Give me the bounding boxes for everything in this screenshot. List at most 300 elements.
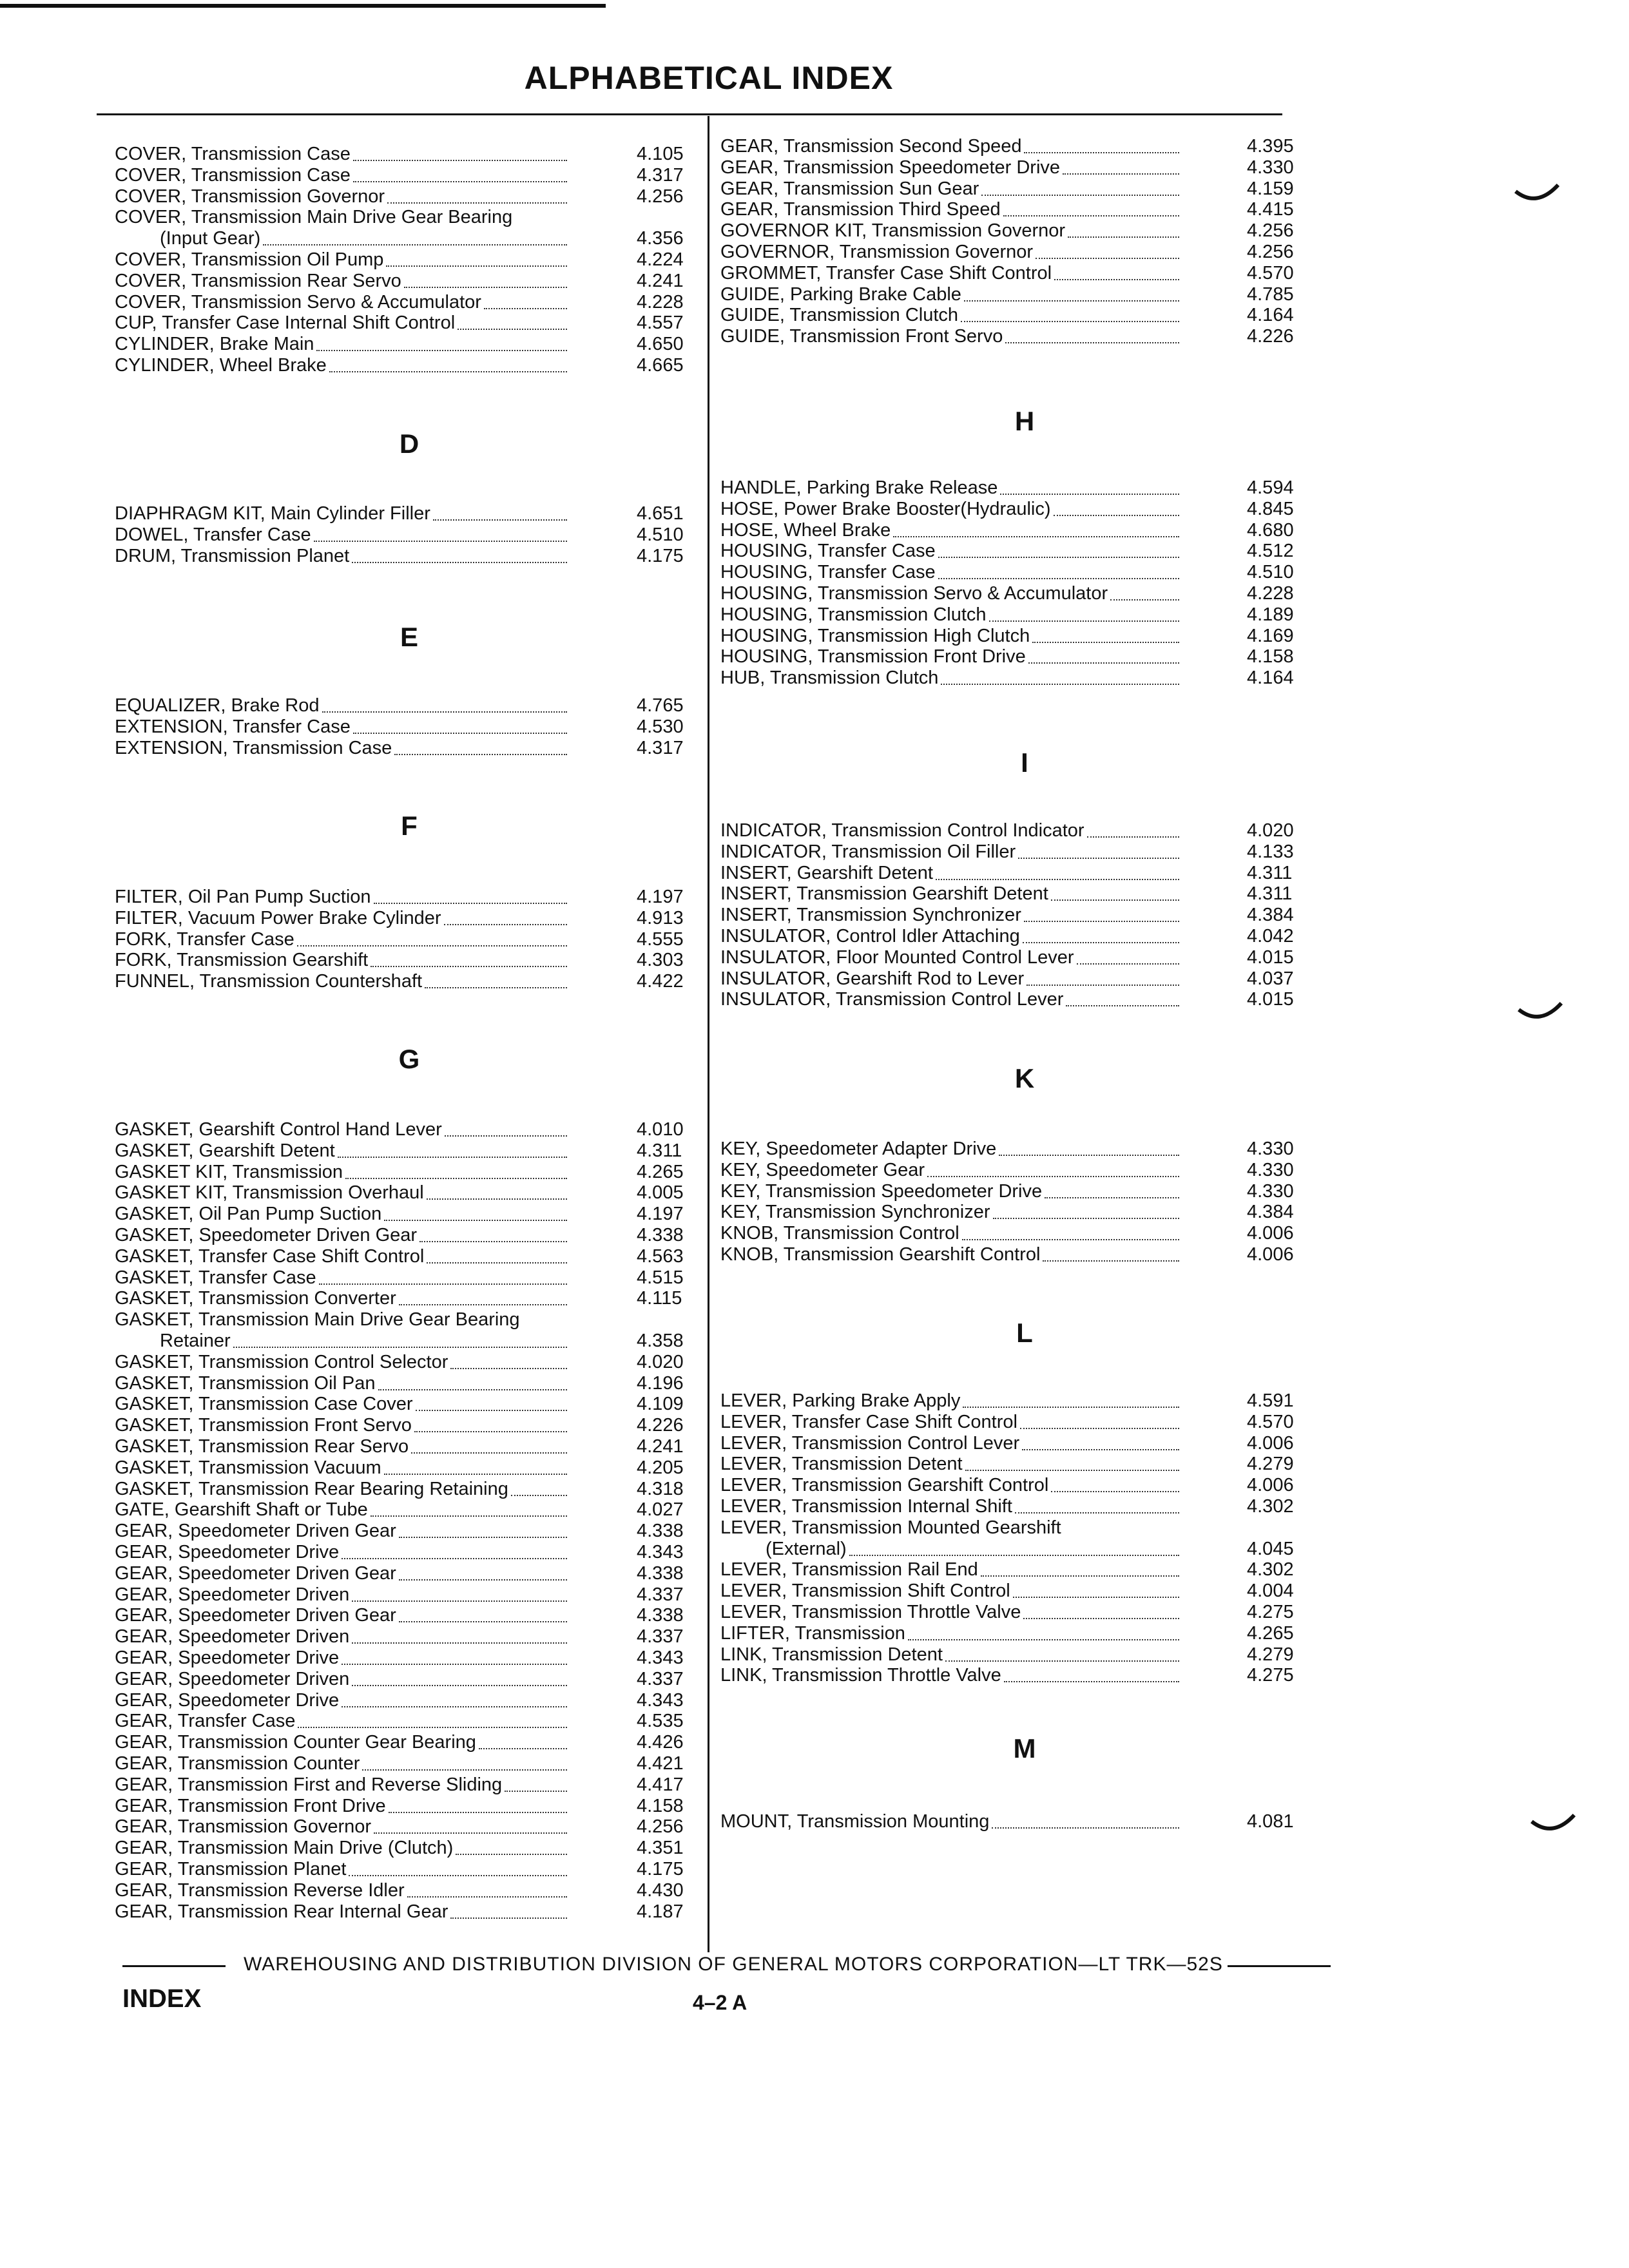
entry-label: LEVER, Transmission Control Lever (720, 1432, 1020, 1454)
entry-label: HANDLE, Parking Brake Release (720, 477, 998, 498)
leader-dots (1015, 1495, 1179, 1514)
leader-dots (1023, 925, 1179, 943)
leader-dots (1013, 1580, 1179, 1598)
entry-page-number: 4.343 (637, 1542, 684, 1562)
binder-tab-mark (1514, 184, 1559, 209)
entry-page-number: 4.187 (637, 1901, 684, 1922)
entry-page-number: 4.594 (1247, 477, 1294, 498)
index-entry (720, 262, 1318, 284)
entry-page-number: 4.042 (1247, 926, 1294, 947)
index-entry (115, 886, 708, 908)
index-entry (115, 716, 708, 738)
index-entry (115, 1858, 708, 1880)
entry-page-number: 4.417 (637, 1774, 684, 1795)
leader-dots (342, 1689, 567, 1707)
entry-page-number: 4.510 (1247, 562, 1294, 583)
entry-page-number: 4.241 (637, 270, 684, 291)
entry-label: (External) (766, 1538, 847, 1559)
index-entry (720, 1474, 1318, 1496)
entry-page-number: 4.006 (1247, 1432, 1294, 1454)
entry-page-number: 4.395 (1247, 136, 1294, 157)
leader-dots (371, 1499, 567, 1517)
leader-dots (349, 1858, 567, 1876)
entry-label: GEAR, Transmission Second Speed (720, 136, 1022, 157)
entry-label: GEAR, Transmission Rear Internal Gear (115, 1901, 448, 1922)
leader-dots (999, 1138, 1179, 1156)
index-entry (115, 1224, 708, 1246)
entry-page-number: 4.311 (637, 1140, 682, 1161)
entry-page-number: 4.020 (1247, 820, 1294, 841)
index-entry (720, 1159, 1318, 1181)
entry-label: HOUSING, Transmission Clutch (720, 604, 987, 625)
entry-label: LEVER, Transmission Shift Control (720, 1581, 1010, 1602)
leader-dots (352, 1584, 567, 1602)
section-letter: E (400, 622, 418, 652)
leader-dots (414, 1414, 567, 1432)
entry-label: DOWEL, Transfer Case (115, 524, 311, 545)
index-entry (115, 1584, 708, 1606)
entry-label: GEAR, Speedometer Drive (115, 1542, 340, 1562)
entry-page-number: 4.020 (637, 1351, 684, 1372)
index-entry (720, 198, 1318, 220)
entry-label: HUB, Transmission Clutch (720, 668, 939, 689)
leader-dots (938, 540, 1179, 558)
entry-label: LEVER, Transmission Rail End (720, 1559, 978, 1581)
entry-label: GASKET, Transmission Oil Pan (115, 1372, 376, 1394)
entry-page-number: 4.318 (637, 1478, 684, 1499)
index-entry (720, 988, 1318, 1010)
leader-dots (352, 1668, 567, 1686)
entry-label: GOVERNOR, Transmission Governor (720, 242, 1034, 262)
leader-dots (962, 1222, 1179, 1240)
index-entry (115, 354, 708, 376)
entry-label: LEVER, Transfer Case Shift Control (720, 1411, 1017, 1432)
entry-label: GASKET, Transmission Front Servo (115, 1415, 412, 1436)
entry-page-number: 4.006 (1247, 1244, 1294, 1265)
leader-dots (416, 1393, 567, 1411)
index-entry (720, 157, 1318, 178)
index-entry (720, 582, 1318, 604)
entry-label: GASKET, Transmission Main Drive Gear Bearing (115, 1309, 520, 1331)
entry-label: COVER, Transmission Rear Servo (115, 270, 401, 291)
leader-dots (399, 1562, 567, 1581)
leader-dots (345, 1161, 567, 1179)
index-entry (115, 1901, 708, 1923)
entry-page-number: 4.015 (1247, 989, 1294, 1010)
leader-dots (342, 1647, 567, 1665)
entry-label: INDICATOR, Transmission Oil Filler (720, 841, 1016, 862)
entry-page-number: 4.027 (637, 1499, 684, 1521)
entry-label: INSULATOR, Floor Mounted Control Lever (720, 947, 1074, 968)
leader-dots (511, 1478, 567, 1496)
entry-label: HOUSING, Transfer Case (720, 541, 936, 562)
entry-label: EXTENSION, Transfer Case (115, 716, 351, 737)
entry-page-number: 4.651 (637, 503, 684, 524)
leader-dots (1018, 841, 1179, 859)
entry-label: LEVER, Parking Brake Apply (720, 1390, 961, 1411)
entry-label: LEVER, Transmission Internal Shift (720, 1496, 1012, 1517)
index-entry (115, 545, 708, 567)
index-entry (115, 1795, 708, 1817)
section-letter: H (1014, 406, 1035, 436)
index-entry (720, 477, 1318, 499)
leader-dots (263, 227, 567, 245)
index-entry (115, 312, 708, 334)
leader-dots (893, 519, 1179, 537)
entry-page-number: 4.426 (637, 1732, 684, 1753)
leader-dots (298, 1710, 567, 1728)
entry-page-number: 4.226 (1247, 326, 1294, 347)
leader-dots (963, 1390, 1179, 1408)
index-entry (115, 1647, 708, 1669)
index-entry (115, 1879, 708, 1901)
entry-page-number: 4.224 (637, 249, 684, 270)
index-entry (720, 625, 1318, 647)
page-number: 4–2 A (693, 1991, 747, 2014)
entry-label: (Input Gear) (160, 228, 261, 249)
index-entry (115, 949, 708, 971)
index-entry (115, 143, 708, 165)
entry-page-number: 4.311 (1247, 883, 1293, 905)
index-entry (115, 1182, 708, 1204)
index-entry (115, 737, 708, 759)
entry-label: LEVER, Transmission Detent (720, 1454, 963, 1475)
entry-page-number: 4.338 (637, 1562, 684, 1584)
index-entry (115, 1245, 708, 1267)
entry-page-number: 4.256 (1247, 242, 1294, 262)
entry-page-number: 4.265 (1247, 1622, 1294, 1644)
entry-label: HOSE, Wheel Brake (720, 519, 891, 541)
entry-page-number: 4.015 (1247, 947, 1294, 968)
index-entry (720, 498, 1318, 520)
leader-dots (927, 1159, 1179, 1177)
entry-page-number: 4.680 (1247, 519, 1294, 541)
leader-dots (445, 1119, 567, 1137)
entry-page-number: 4.006 (1247, 1223, 1294, 1244)
entry-page-number: 4.164 (1247, 305, 1294, 326)
entry-page-number: 4.338 (637, 1521, 684, 1542)
leader-dots (849, 1538, 1179, 1556)
index-entry (720, 1180, 1318, 1202)
index-entry (720, 1390, 1318, 1412)
index-entry (115, 333, 708, 355)
entry-label: GATE, Gearshift Shaft or Tube (115, 1499, 368, 1521)
entry-label: GASKET, Gearshift Detent (115, 1140, 335, 1161)
entry-page-number: 4.555 (637, 928, 684, 950)
index-entry (115, 1393, 708, 1415)
entry-page-number: 4.330 (1247, 157, 1294, 178)
entry-page-number: 4.109 (637, 1394, 684, 1415)
entry-page-number: 4.650 (637, 334, 684, 355)
footer-rule-left (122, 1965, 226, 1967)
entry-label: GASKET, Transfer Case Shift Control (115, 1245, 425, 1267)
index-entry (720, 540, 1318, 562)
index-entry (720, 284, 1318, 305)
entry-page-number: 4.004 (1247, 1581, 1294, 1602)
index-entry (115, 1351, 708, 1373)
index-entry (115, 1753, 708, 1774)
leader-dots (297, 928, 567, 947)
index-entry (115, 1140, 708, 1162)
entry-page-number: 4.133 (1247, 841, 1294, 862)
entry-page-number: 4.591 (1247, 1390, 1294, 1411)
entry-page-number: 4.384 (1247, 905, 1294, 926)
column-divider (708, 116, 709, 1952)
entry-page-number: 4.006 (1247, 1475, 1294, 1496)
index-entry (720, 820, 1318, 841)
entry-page-number: 4.337 (637, 1626, 684, 1648)
entry-label: DRUM, Transmission Planet (115, 545, 350, 566)
entry-page-number: 4.275 (1247, 1602, 1294, 1622)
entry-label: HOSE, Power Brake Booster(Hydraulic) (720, 498, 1051, 519)
leader-dots (352, 1626, 567, 1644)
entry-page-number: 4.005 (637, 1182, 684, 1204)
index-entry (115, 695, 708, 716)
entry-page-number: 4.175 (637, 1859, 684, 1879)
section-letter: G (398, 1044, 420, 1074)
index-entry (720, 241, 1318, 263)
entry-label: LEVER, Transmission Mounted Gearshift (720, 1517, 1061, 1538)
entry-label: GEAR, Speedometer Driven Gear (115, 1521, 396, 1542)
entry-label: GEAR, Speedometer Driven Gear (115, 1605, 396, 1626)
entry-page-number: 4.241 (637, 1436, 684, 1457)
entry-label: COVER, Transmission Case (115, 144, 351, 164)
index-entry (720, 1622, 1318, 1644)
leader-dots (338, 1140, 567, 1158)
entry-label: GEAR, Transmission Main Drive (Clutch) (115, 1838, 454, 1859)
leader-dots (1051, 883, 1179, 901)
entry-label: FILTER, Oil Pan Pump Suction (115, 887, 371, 907)
leader-dots (1024, 904, 1179, 922)
entry-page-number: 4.197 (637, 1204, 684, 1225)
leader-dots (1036, 241, 1179, 259)
entry-page-number: 4.337 (637, 1668, 684, 1689)
leader-dots (374, 1816, 567, 1834)
section-letter: M (1013, 1733, 1036, 1763)
entry-page-number: 4.570 (1247, 262, 1294, 284)
entry-label: GUIDE, Transmission Front Servo (720, 326, 1003, 347)
leader-dots (384, 1203, 567, 1221)
leader-dots (1087, 820, 1179, 838)
leader-dots (352, 545, 567, 563)
entry-page-number: 4.557 (637, 312, 684, 334)
index-entry (720, 1601, 1318, 1623)
entry-page-number: 4.512 (1247, 541, 1294, 562)
leader-dots (1028, 646, 1179, 664)
leader-dots (427, 1245, 567, 1264)
entry-label: COVER, Transmission Oil Pump (115, 249, 384, 270)
entry-page-number: 4.256 (1247, 220, 1294, 242)
leader-dots (384, 1457, 567, 1475)
entry-label: INDICATOR, Transmission Control Indicator (720, 820, 1084, 841)
entry-label: CYLINDER, Brake Main (115, 334, 314, 355)
entry-label: GEAR, Transmission Planet (115, 1859, 347, 1879)
entry-page-number: 4.115 (637, 1288, 682, 1309)
entry-label: INSERT, Transmission Gearshift Detent (720, 883, 1048, 905)
binder-tab-mark (1518, 1002, 1563, 1028)
index-entry (720, 925, 1318, 947)
leader-dots (981, 1559, 1179, 1577)
entry-label: COVER, Transmission Governor (115, 186, 385, 207)
binder-tab-mark (1530, 1814, 1576, 1840)
entry-label: GEAR, Transmission Third Speed (720, 199, 1001, 220)
leader-dots (399, 1604, 567, 1622)
index-entry (115, 1520, 708, 1542)
index-entry (720, 604, 1318, 626)
leader-dots (1063, 157, 1179, 175)
entry-label: GEAR, Transmission Front Drive (115, 1795, 386, 1816)
entry-page-number: 4.343 (637, 1689, 684, 1711)
entry-page-number: 4.317 (637, 737, 684, 758)
entry-page-number: 4.421 (637, 1753, 684, 1774)
index-entry (115, 1710, 708, 1732)
entry-page-number: 4.384 (1247, 1202, 1294, 1223)
index-entry (720, 135, 1318, 157)
leader-dots (362, 1753, 567, 1771)
index-entry (115, 928, 708, 950)
entry-label: GASKET, Oil Pan Pump Suction (115, 1204, 382, 1225)
leader-dots (399, 1287, 567, 1305)
index-entry (720, 947, 1318, 968)
entry-page-number: 4.164 (1247, 668, 1294, 689)
entry-page-number: 4.226 (637, 1415, 684, 1436)
entry-label: INSERT, Transmission Synchronizer (720, 905, 1021, 926)
index-entry (115, 206, 708, 228)
leader-dots (981, 178, 1179, 196)
entry-page-number: 4.158 (1247, 646, 1294, 668)
entry-page-number: 4.205 (637, 1457, 684, 1478)
index-entry (720, 561, 1318, 583)
index-entry (720, 1517, 1318, 1539)
index-entry (720, 904, 1318, 926)
index-entry (115, 1414, 708, 1436)
entry-label: KEY, Transmission Speedometer Drive (720, 1180, 1043, 1202)
entry-page-number: 4.337 (637, 1584, 684, 1605)
entry-label: GEAR, Speedometer Driven Gear (115, 1562, 396, 1584)
leader-dots (1051, 1474, 1179, 1492)
index-entry (115, 1203, 708, 1225)
leader-dots (371, 949, 567, 967)
entry-label: COVER, Transmission Main Drive Gear Bearing (115, 207, 513, 228)
entry-label: COVER, Transmission Servo & Accumulator (115, 291, 481, 312)
leader-dots (992, 1811, 1179, 1829)
entry-page-number: 4.275 (1247, 1665, 1294, 1686)
entry-label: Retainer (160, 1331, 231, 1351)
leader-dots (965, 1453, 1179, 1471)
entry-label: INSULATOR, Transmission Control Lever (720, 989, 1064, 1010)
leader-dots (1066, 988, 1179, 1006)
entry-label: GEAR, Speedometer Drive (115, 1689, 340, 1711)
entry-page-number: 4.197 (637, 887, 684, 907)
leader-dots (1005, 325, 1179, 343)
leader-dots (316, 333, 567, 351)
entry-page-number: 4.175 (637, 545, 684, 566)
entry-label: HOUSING, Transmission Front Drive (720, 646, 1026, 668)
page-title: ALPHABETICAL INDEX (524, 60, 894, 96)
entry-label: HOUSING, Transfer Case (720, 562, 936, 583)
index-entry (115, 1287, 708, 1309)
leader-dots (1020, 1411, 1179, 1429)
entry-page-number: 4.228 (637, 291, 684, 312)
entry-page-number: 4.356 (637, 228, 684, 249)
entry-label: COVER, Transmission Case (115, 164, 351, 186)
index-entry (720, 1244, 1318, 1265)
leader-dots (427, 1182, 567, 1200)
top-rule (0, 4, 606, 8)
title-rule (97, 113, 1282, 115)
entry-label: GUIDE, Parking Brake Cable (720, 284, 961, 305)
leader-dots (479, 1731, 567, 1749)
entry-label: GEAR, Speedometer Drive (115, 1648, 340, 1668)
leader-dots (945, 1644, 1179, 1662)
entry-page-number: 4.196 (637, 1372, 684, 1394)
entry-label: INSULATOR, Control Idler Attaching (720, 926, 1020, 947)
leader-dots (394, 737, 567, 755)
leader-dots (505, 1774, 567, 1792)
index-entry (720, 519, 1318, 541)
entry-label: GEAR, Transmission First and Reverse Sliding (115, 1774, 503, 1795)
entry-label: EXTENSION, Transmission Case (115, 737, 392, 758)
entry-page-number: 4.265 (637, 1161, 684, 1182)
entry-page-number: 4.765 (637, 695, 684, 716)
entry-label: GEAR, Speedometer Driven (115, 1584, 350, 1605)
entry-label: KNOB, Transmission Gearshift Control (720, 1244, 1041, 1265)
index-entry (720, 667, 1318, 689)
index-entry (720, 646, 1318, 668)
entry-page-number: 4.256 (637, 1816, 684, 1838)
index-entry (720, 178, 1318, 200)
leader-dots (378, 1372, 567, 1390)
entry-page-number: 4.515 (637, 1267, 684, 1288)
entry-label: LEVER, Transmission Throttle Valve (720, 1602, 1021, 1622)
leader-dots (456, 1837, 567, 1855)
leader-dots (444, 907, 567, 925)
index-entry (720, 1664, 1318, 1686)
entry-page-number: 4.228 (1247, 583, 1294, 604)
entry-label: GASKET KIT, Transmission (115, 1161, 343, 1182)
entry-page-number: 4.279 (1247, 1454, 1294, 1475)
entry-label: MOUNT, Transmission Mounting (720, 1811, 990, 1832)
entry-label: GEAR, Speedometer Driven (115, 1668, 350, 1689)
leader-dots (450, 1901, 567, 1919)
section-letter: K (1014, 1063, 1035, 1093)
leader-dots (353, 716, 567, 734)
index-label: INDEX (122, 1984, 202, 2013)
index-entry (115, 1119, 708, 1140)
index-entry (720, 1644, 1318, 1666)
entry-label: GEAR, Transmission Reverse Idler (115, 1879, 405, 1901)
entry-label: HOUSING, Transmission High Clutch (720, 625, 1030, 646)
footer-text: WAREHOUSING AND DISTRIBUTION DIVISION OF GENERAL MOTORS CORPORATION—LT TRK—52S (244, 1954, 1223, 1975)
index-entry (115, 1837, 708, 1859)
index-entry (115, 1309, 708, 1331)
entry-label: INSERT, Gearshift Detent (720, 862, 933, 883)
section-letter: L (1016, 1318, 1033, 1348)
entry-label: GEAR, Speedometer Driven (115, 1626, 350, 1648)
leader-dots (411, 1436, 567, 1454)
index-entry (720, 1580, 1318, 1602)
entry-page-number: 4.510 (637, 524, 684, 545)
entry-page-number: 4.158 (637, 1795, 684, 1816)
entry-page-number: 4.563 (637, 1245, 684, 1267)
entry-label: GROMMET, Transfer Case Shift Control (720, 262, 1052, 284)
entry-label: GASKET, Speedometer Driven Gear (115, 1225, 418, 1245)
entry-label: HOUSING, Transmission Servo & Accumulator (720, 583, 1108, 604)
entry-label: KNOB, Transmission Control (720, 1223, 959, 1244)
entry-page-number: 4.317 (637, 164, 684, 186)
leader-dots (322, 695, 568, 713)
leader-dots (1068, 220, 1179, 238)
